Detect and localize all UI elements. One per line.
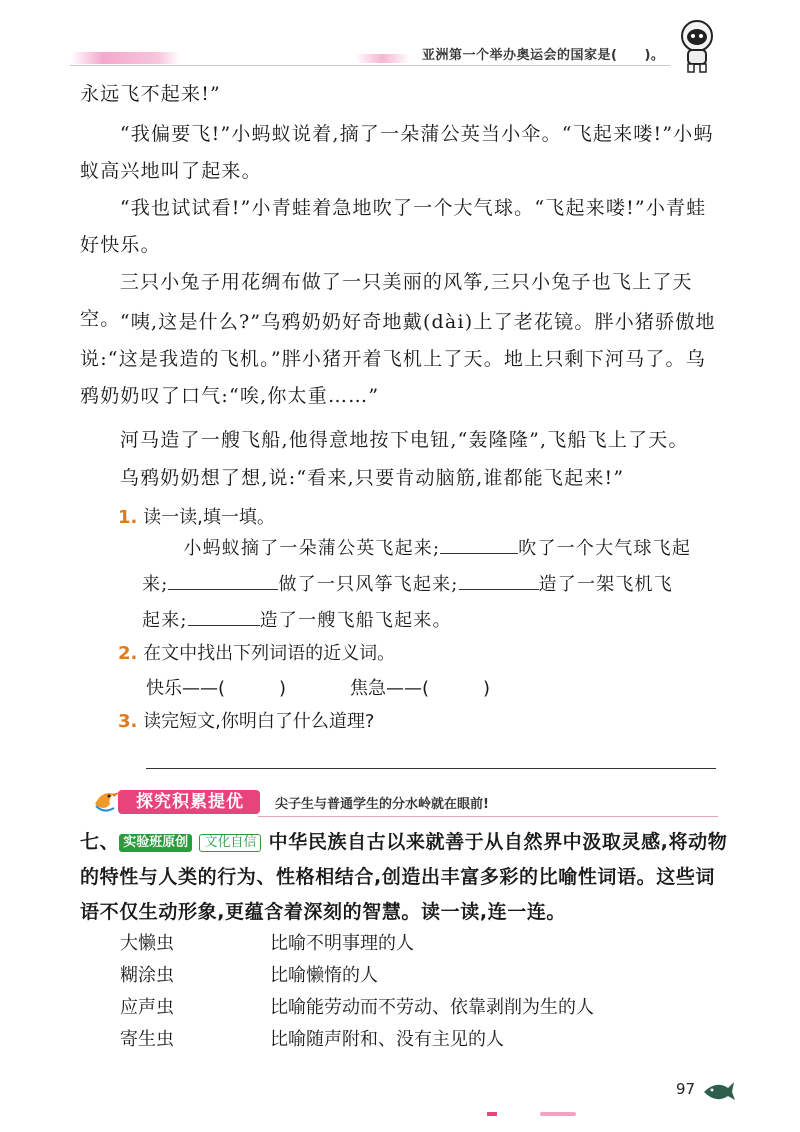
question-1-body <box>142 531 732 639</box>
header-decoration <box>355 54 410 63</box>
question-number: 1. <box>118 507 138 528</box>
fill-blank[interactable] <box>459 569 539 590</box>
question-text: 造了一艘飞船飞起来。 <box>259 610 452 631</box>
match-definition[interactable]: 比喻随声附和、没有主见的人 <box>270 1029 504 1050</box>
match-term[interactable]: 糊涂虫 <box>120 965 174 986</box>
header-decoration <box>70 52 180 64</box>
footer-decoration <box>487 1112 497 1116</box>
fill-blank[interactable] <box>440 533 518 554</box>
tag-original: 实验班原创 <box>119 834 192 852</box>
question-number: 3. <box>118 711 138 732</box>
question-title: 读完短文,你明白了什么道理? <box>143 711 375 732</box>
header-quiz-question: 亚洲第一个举办奥运会的国家是( )。 <box>422 48 665 63</box>
question-title: 在文中找出下列词语的近义词。 <box>143 643 396 664</box>
match-term[interactable]: 大懒虫 <box>120 933 174 954</box>
question-number: 七、 <box>80 831 120 853</box>
astronaut-icon <box>676 18 718 74</box>
tag-culture: 文化自信 <box>199 834 261 852</box>
question-title: 读一读,填一填。 <box>143 507 275 528</box>
question-text: 来; <box>142 574 169 595</box>
story-paragraph: 三只小兔子用花绸布做了一只美丽的风筝,三只小兔子也飞上了天空。 <box>80 271 693 330</box>
section-title: 探究积累提优 <box>136 792 244 812</box>
match-definition[interactable]: 比喻不明事理的人 <box>270 933 414 954</box>
question-text: 起来; <box>142 610 188 631</box>
question-1-heading <box>118 503 275 529</box>
match-definition[interactable]: 比喻懒惰的人 <box>270 965 378 986</box>
question-text: 吹了一个大气球飞起 <box>518 538 692 559</box>
match-term[interactable]: 应声虫 <box>120 997 174 1018</box>
question-text: 做了一只风筝飞起来; <box>278 574 459 595</box>
question-text: 造了一架飞机飞 <box>538 574 673 595</box>
section-subtitle: 尖子生与普通学生的分水岭就在眼前! <box>275 797 489 812</box>
page-number: 97 <box>676 1080 696 1098</box>
footer-decoration <box>540 1112 576 1116</box>
header-rule <box>70 65 670 66</box>
answer-line[interactable] <box>146 768 716 769</box>
fill-blank[interactable] <box>188 605 260 626</box>
story-paragraph: “我也试试看!”小青蛙着急地吹了一个大气球。“飞起来喽!”小青蛙好快乐。 <box>80 197 707 256</box>
synonym-blank-2[interactable]: 焦急——( ) <box>350 678 491 699</box>
story-paragraph: 河马造了一艘飞船,他得意地按下电钮,“轰隆隆”,飞船飞上了天。 <box>119 429 689 451</box>
question-number: 2. <box>118 643 138 664</box>
question-2-heading <box>118 639 395 665</box>
question-7 <box>80 825 730 930</box>
fish-icon <box>702 1078 736 1104</box>
story-paragraph: “咦,这是什么?”乌鸦奶奶好奇地戴(dài)上了老花镜。胖小猪骄傲地说:“这是我造的飞机。”胖小猪开着飞机上了天。地上只剩下河马了。乌鸦奶奶叹了口气:“唉,你太重……” <box>80 311 716 407</box>
section-rule <box>258 816 718 817</box>
section-banner <box>92 786 732 820</box>
synonym-blank-1[interactable]: 快乐——( ) <box>146 678 287 699</box>
question-3-heading <box>118 707 374 733</box>
story-paragraph: 永远飞不起来!” <box>80 83 221 105</box>
match-term[interactable]: 寄生虫 <box>120 1029 174 1050</box>
fill-blank[interactable] <box>168 569 278 590</box>
match-definition[interactable]: 比喻能劳动而不劳动、依靠剥削为生的人 <box>270 997 594 1018</box>
question-text: 小蚂蚁摘了一朵蒲公英飞起来; <box>183 538 441 559</box>
question-7-text: 中华民族自古以来就善于从自然界中汲取灵感,将动物的特性与人类的行为、性格相结合,创造出丰富多彩的比喻性词语。这些词语不仅生动形象,更蕴含着深刻的智慧。读一读,连一连。 <box>80 831 728 923</box>
story-paragraph: 乌鸦奶奶想了想,说:“看来,只要肯动脑筋,谁都能飞起来!” <box>119 467 625 489</box>
story-paragraph: “我偏要飞!”小蚂蚁说着,摘了一朵蒲公英当小伞。“飞起来喽!”小蚂蚁高兴地叫了起来。 <box>80 123 714 182</box>
